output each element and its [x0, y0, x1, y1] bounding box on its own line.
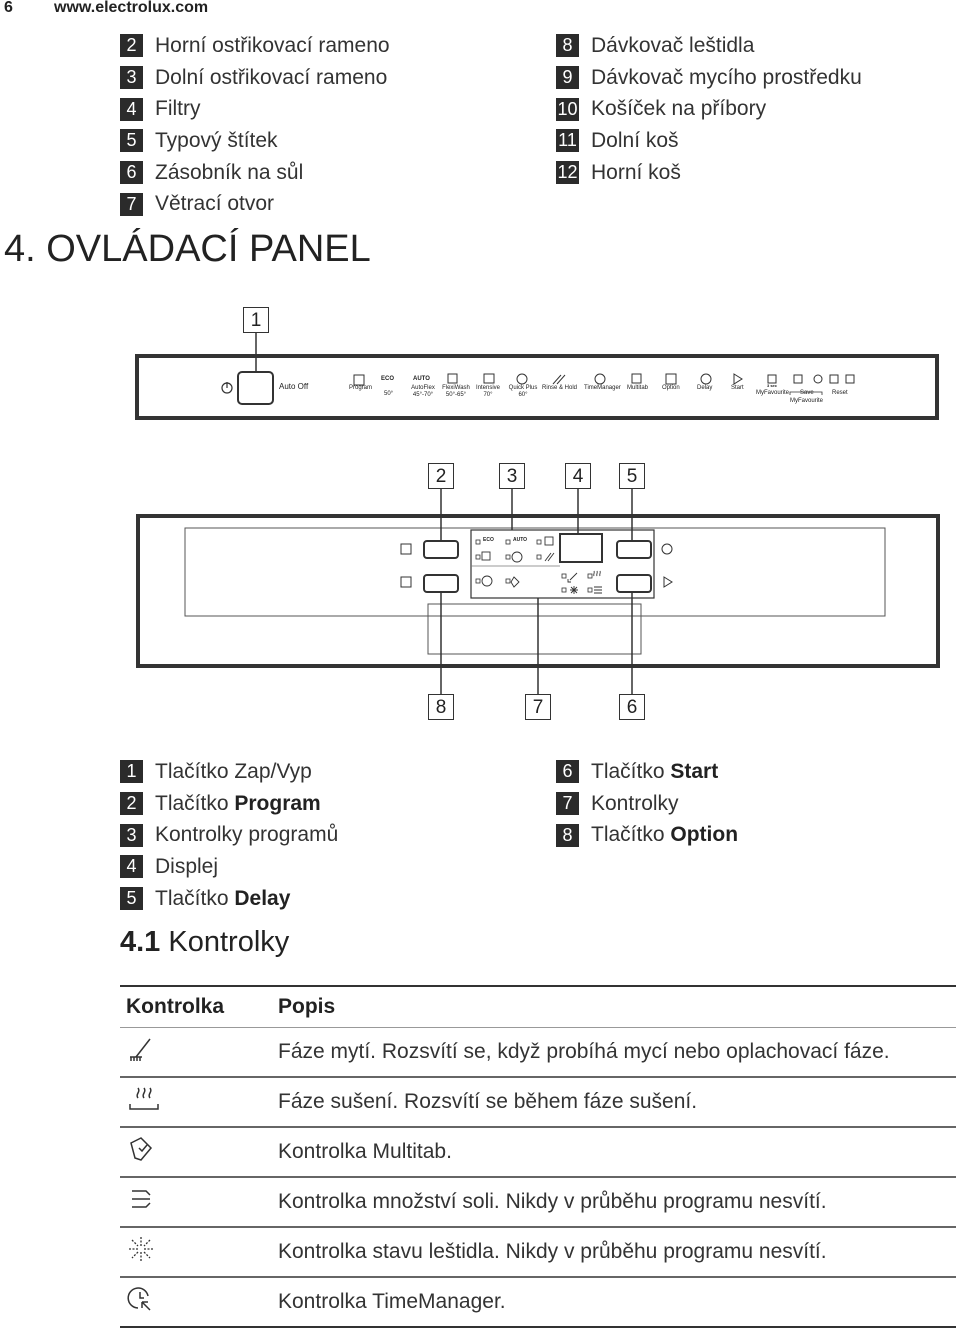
legend-item: 3 Kontrolky programů [120, 819, 338, 851]
table-header [120, 986, 956, 1028]
row-text: Fáze mytí. Rozsvítí se, když probíhá mycí nebo oplachovací fáze. [278, 1028, 956, 1078]
legend-item: 11 Dolní koš [556, 125, 862, 157]
legend-item: 6 Zásobník na sůl [120, 157, 390, 189]
label-start: Start [731, 385, 744, 391]
header-kontrolka: Kontrolka [120, 986, 278, 1028]
legend-item: 9 Dávkovač mycího prostředku [556, 62, 862, 94]
legend-item: 1 Tlačítko Zap/Vyp [120, 756, 338, 788]
table-row [120, 1177, 956, 1227]
washing-phase-icon [126, 1035, 154, 1063]
callout-2: 2 [428, 463, 454, 489]
table-row [120, 1077, 956, 1127]
label-3sec: 3 sec [767, 383, 778, 388]
legend-item: 8 Tlačítko Option [556, 819, 738, 851]
program-icon [401, 544, 411, 554]
salt-icon [126, 1184, 156, 1214]
legend-mid-left [120, 756, 338, 914]
legend-item: 7 Kontrolky [556, 788, 738, 820]
label-multitab: Multitab [627, 385, 649, 391]
header-url: www.electrolux.com [54, 0, 209, 16]
legend-item: 10 Košíček na příbory [557, 97, 767, 121]
legend-item: 2 Horní ostřikovací rameno [120, 30, 390, 62]
indicator-auto-label: AUTO [513, 537, 528, 543]
header-popis: Popis [278, 986, 956, 1028]
callout-1: 1 [243, 307, 269, 333]
legend-item: 3 Dolní ostřikovací rameno [120, 62, 390, 94]
label-autoflex: AutoFlex 45°-70° [411, 385, 435, 398]
legend-item: 7 Větrací otvor [120, 188, 390, 220]
delay-button [617, 541, 651, 558]
callout-7: 7 [525, 694, 551, 720]
section-title: 4. OVLÁDACÍ PANEL [4, 228, 371, 270]
row-text: Kontrolka stavu leštidla. Nikdy v průběhu programu nesvítí. [278, 1227, 956, 1277]
label-flexiwash: FlexiWash 50°-65° [442, 385, 470, 398]
timemanager-icon [126, 1284, 156, 1314]
legend-item: 12 Horní koš [557, 160, 681, 184]
label-myfavourite: MyFavourite [756, 390, 790, 396]
page-number: 6 [4, 0, 13, 16]
drying-phase-icon [126, 1084, 162, 1114]
callout-8: 8 [428, 694, 454, 720]
callout-5: 5 [619, 463, 645, 489]
row-text: Kontrolka Multitab. [278, 1127, 956, 1177]
label-reset: Reset [832, 390, 848, 396]
option-icon [401, 577, 411, 587]
label-timemanager: TimeManager [584, 385, 621, 391]
start-button [617, 575, 651, 592]
callout-4: 4 [565, 463, 591, 489]
subsection-title: 4.1 Kontrolky [120, 926, 290, 958]
label-quickplus: Quick Plus 60° [508, 385, 538, 398]
indicator-eco-label: ECO [483, 537, 494, 543]
callout-6: 6 [619, 694, 645, 720]
legend-item: 2 Tlačítko Program [120, 788, 338, 820]
delay-icon [662, 544, 672, 554]
multitab-icon [126, 1134, 156, 1164]
legend-item: 4 Filtry [120, 93, 390, 125]
label-auto: AUTO [413, 376, 430, 382]
program-button [424, 541, 458, 558]
label-delay: Delay [697, 385, 713, 391]
legend-item: 6 Tlačítko Start [556, 756, 738, 788]
legend-item: 8 Dávkovač leštidla [556, 30, 862, 62]
legend-item: 5 Typový štítek [120, 125, 390, 157]
label-program: Program [349, 385, 373, 391]
callout-3: 3 [499, 463, 525, 489]
label-intensive: Intensive 70° [476, 385, 501, 398]
label-save: Save [800, 390, 814, 396]
row-text: Fáze sušení. Rozsvítí se během fáze sušení. [278, 1077, 956, 1127]
table-row [120, 1028, 956, 1078]
row-text: Kontrolka množství soli. Nikdy v průběhu programu nesvítí. [278, 1177, 956, 1227]
table-row [120, 1277, 956, 1327]
label-eco-temp: 50° [384, 391, 394, 397]
start-icon [664, 577, 672, 587]
rinse-aid-icon [126, 1234, 156, 1264]
label-option: Option [662, 385, 680, 391]
table-row [120, 1127, 956, 1177]
legend-item: 4 Displej [120, 851, 338, 883]
auto-off-label: Auto Off [279, 382, 309, 391]
table-row [120, 1227, 956, 1277]
legend-item: 5 Tlačítko Delay [120, 883, 338, 915]
indicator-table [120, 985, 956, 1328]
row-text: Kontrolka TimeManager. [278, 1277, 956, 1327]
legend-mid-right [556, 756, 738, 851]
option-button [424, 575, 458, 592]
label-myfavourite-2: MyFavourite [790, 398, 824, 404]
label-eco: ECO [381, 376, 395, 382]
label-rinse-hold: Rinse & Hold [542, 385, 578, 391]
